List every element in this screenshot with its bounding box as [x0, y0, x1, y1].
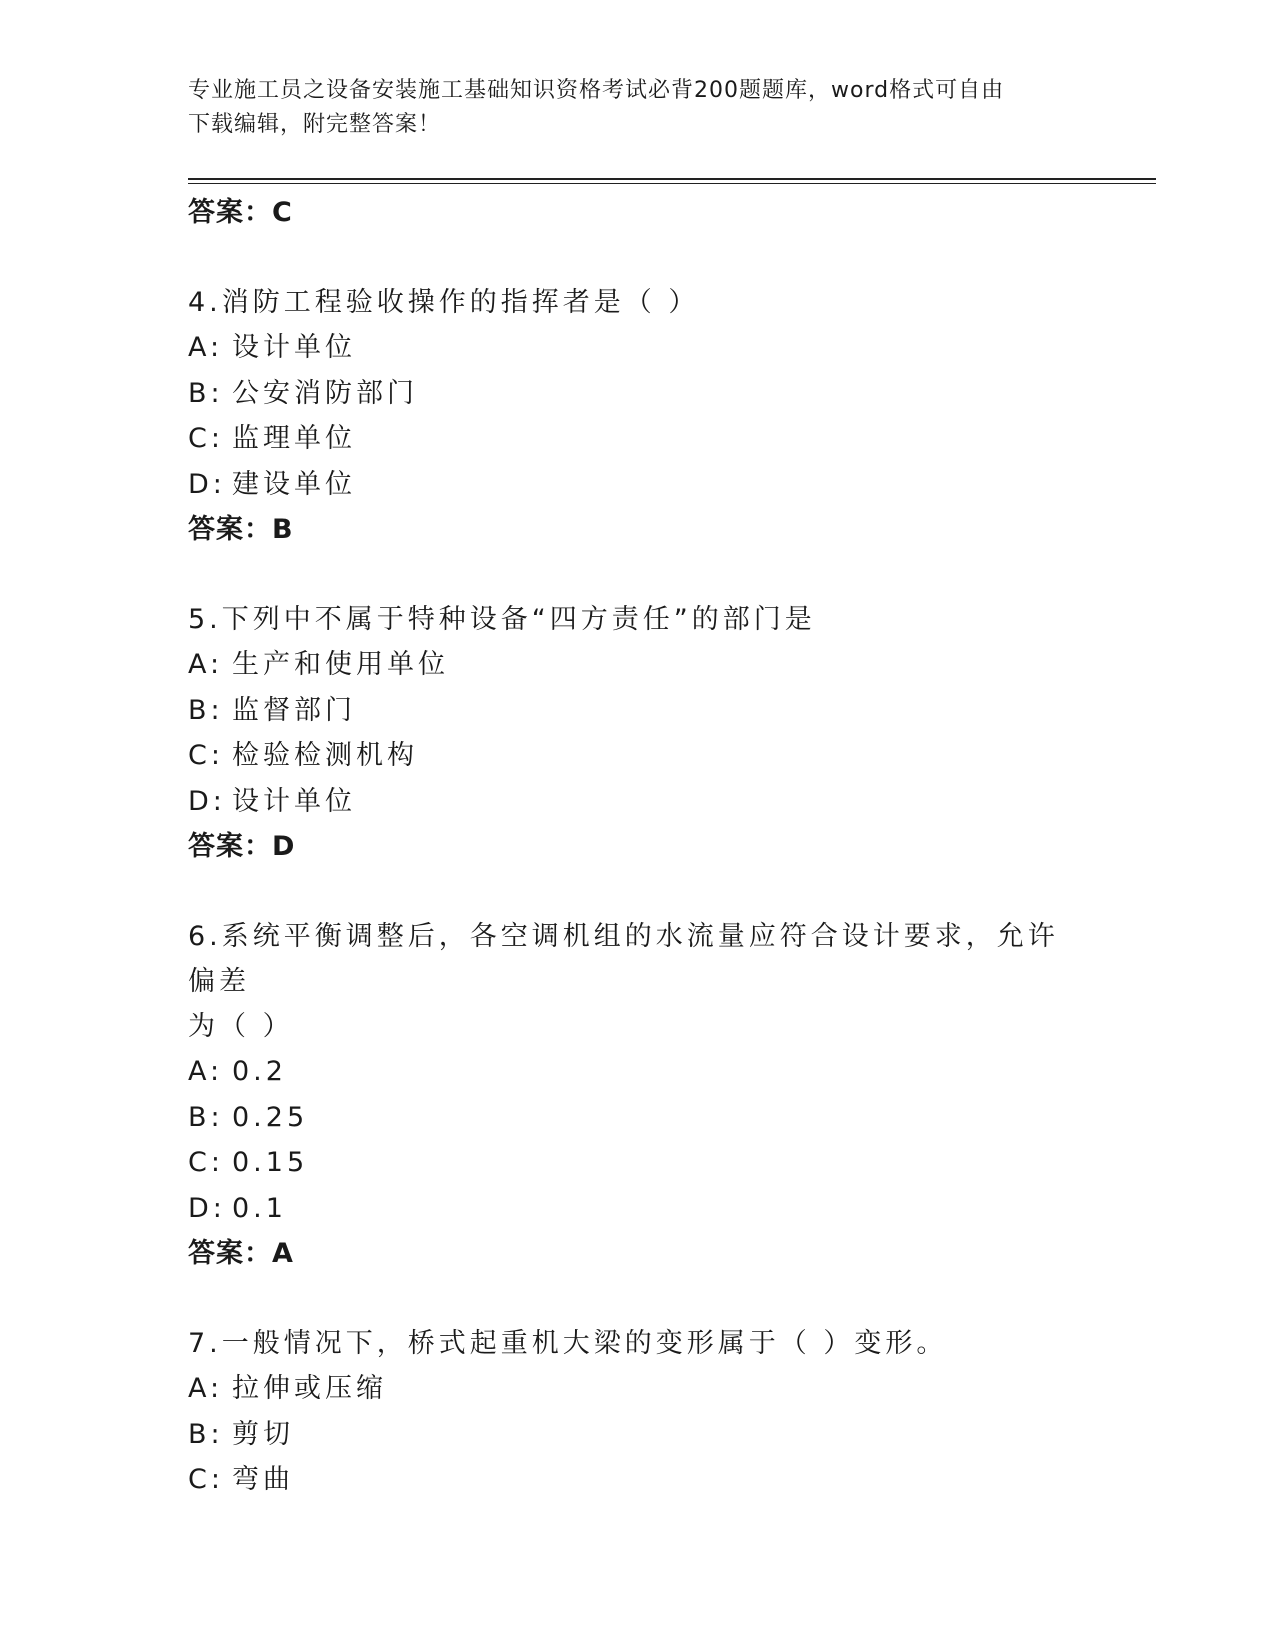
option-a: [188, 642, 1088, 688]
question-stem-line-2: 为（ ）: [188, 1011, 294, 1042]
option-key: B:: [188, 694, 224, 726]
option-key: D:: [188, 1192, 226, 1224]
option-d: [188, 779, 1088, 825]
option-a: [188, 325, 1088, 371]
question-list: [188, 190, 1088, 1503]
option-text: 监理单位: [232, 423, 356, 454]
option-b: [188, 688, 1088, 734]
question-6: [188, 914, 1088, 1277]
option-key: A:: [188, 649, 224, 680]
question-stem: 5.下列中不属于特种设备“四方责任”的部门是: [188, 604, 816, 635]
option-key: C:: [188, 423, 224, 454]
header-line-1: 专业施工员之设备安装施工基础知识资格考试必背200题题库，word格式可自由: [188, 78, 1005, 103]
question-stem-line-1: 6.系统平衡调整后，各空调机组的水流量应符合设计要求，允许偏差: [188, 921, 1059, 997]
option-d: [188, 462, 1088, 508]
document-header: [188, 74, 1088, 142]
option-c: [188, 416, 1088, 462]
option-text: 剪切: [232, 1418, 294, 1450]
option-b: [188, 1095, 1088, 1141]
option-text: 拉伸或压缩: [232, 1373, 387, 1404]
question-7: [188, 1321, 1088, 1503]
option-b: [188, 371, 1088, 417]
option-key: C:: [188, 1464, 224, 1495]
header-divider-thin: [188, 183, 1156, 184]
option-text: 设计单位: [232, 332, 356, 363]
option-c: [188, 733, 1088, 779]
option-text: 公安消防部门: [232, 377, 418, 409]
option-text: 0.25: [232, 1101, 309, 1133]
option-text: 0.15: [232, 1147, 309, 1178]
option-text: 弯曲: [232, 1464, 294, 1495]
option-key: B:: [188, 1418, 224, 1450]
option-text: 0.2: [232, 1056, 287, 1087]
option-key: B:: [188, 377, 224, 409]
option-text: 0.1: [232, 1192, 287, 1224]
option-key: A:: [188, 332, 224, 363]
header-divider-thick: [188, 178, 1156, 180]
option-key: D:: [188, 785, 226, 817]
option-key: C:: [188, 1147, 224, 1178]
question-stem: 4.消防工程验收操作的指挥者是（ ）: [188, 287, 700, 318]
option-d: [188, 1186, 1088, 1232]
question-stem: 7.一般情况下，桥式起重机大梁的变形属于（ ）变形。: [188, 1328, 948, 1359]
answer-line: 答案：B: [188, 514, 294, 545]
option-key: C:: [188, 740, 224, 771]
option-a: [188, 1049, 1088, 1095]
option-key: A:: [188, 1373, 224, 1404]
option-text: 设计单位: [232, 785, 356, 817]
option-c: [188, 1140, 1088, 1186]
option-key: B:: [188, 1101, 224, 1133]
option-text: 建设单位: [232, 468, 356, 500]
header-line-2: 下载编辑，附完整答案！: [188, 112, 442, 137]
answer-line: 答案：D: [188, 831, 296, 862]
option-key: D:: [188, 468, 226, 500]
question-4: [188, 280, 1088, 553]
question-5: [188, 597, 1088, 870]
option-b: [188, 1412, 1088, 1458]
option-a: [188, 1366, 1088, 1412]
option-text: 监督部门: [232, 694, 356, 726]
option-text: 检验检测机构: [232, 740, 418, 771]
option-key: A:: [188, 1056, 224, 1087]
answer-line: 答案：A: [188, 1238, 294, 1269]
option-text: 生产和使用单位: [232, 649, 449, 680]
option-c: [188, 1457, 1088, 1503]
answer-line: 答案：C: [188, 197, 293, 228]
